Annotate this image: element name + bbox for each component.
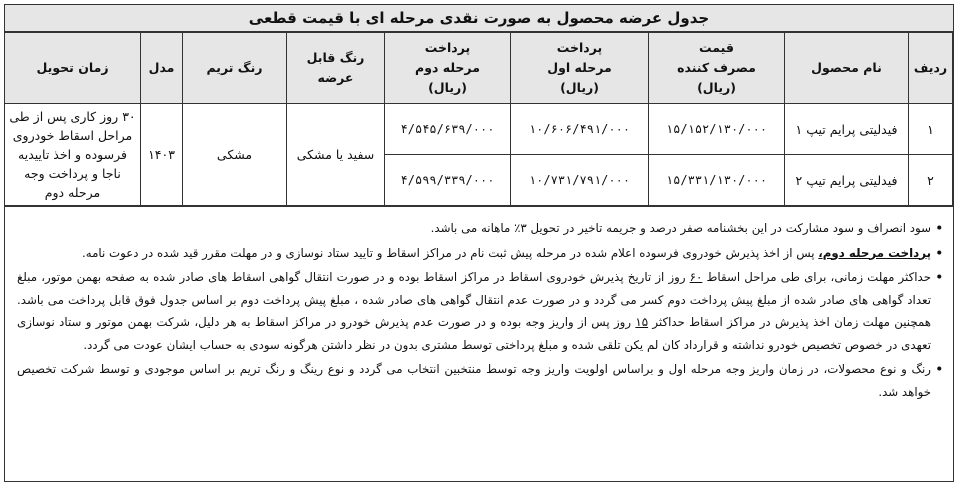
trim-color: مشکی xyxy=(183,104,287,206)
col-header-trim-color: رنگ تریم xyxy=(183,33,287,104)
consumer-price: ۱۵/۳۳۱/۱۳۰/۰۰۰ xyxy=(649,155,785,206)
col-header-row-number: ردیف xyxy=(909,33,953,104)
note-text: سود انصراف و سود مشارکت در این بخشنامه صفر درصد و جریمه تاخیر در تحویل ۳٪ ماهانه می باشد. xyxy=(430,221,931,235)
col-header-consumer-price: قیمت مصرف کننده (ریال) xyxy=(649,33,785,104)
first-payment: ۱۰/۶۰۶/۴۹۱/۰۰۰ xyxy=(511,104,649,155)
model-year: ۱۴۰۳ xyxy=(141,104,183,206)
col-header-delivery-time: زمان تحویل xyxy=(5,33,141,104)
bullet-icon: • xyxy=(935,245,943,260)
scrap-days: ۶۰ xyxy=(689,270,703,284)
note-color-allocation xyxy=(17,358,943,403)
acceptance-days: ۱۵ xyxy=(635,315,649,329)
product-name: فیدلیتی پرایم تیپ ۲ xyxy=(785,155,909,206)
table-row xyxy=(5,104,953,155)
bullet-icon: • xyxy=(935,270,943,284)
notes-section xyxy=(5,206,953,403)
note-second-payment xyxy=(17,242,943,265)
price-table xyxy=(4,32,953,206)
delivery-time: ۳۰ روز کاری پس از طی مراحل اسقاط خودروی فرسوده و اخذ تاییدیه ناجا و پرداخت وجه مرحله دوم xyxy=(5,104,141,206)
consumer-price: ۱۵/۱۵۲/۱۳۰/۰۰۰ xyxy=(649,104,785,155)
second-payment: ۴/۵۹۹/۳۳۹/۰۰۰ xyxy=(385,155,511,206)
col-header-product: نام محصول xyxy=(785,33,909,104)
note-participation-profit xyxy=(17,217,943,240)
note-text: روز پس از واریز وجه بوده و در صورت عدم پذیرش خودرو در مراکز اسقاط به هر دلیل، شرکت بهمن موتور و ستاد نوسازی تعهدی در خصوص تخصیص خودرو نداشته و قرارداد کان لم یکن تلقی شده و مبلغ پرداختی توسط مشتری بدون در نظر داشتن هرگونه سودی به حساب ایشان عودت می گردد. xyxy=(17,315,931,352)
second-payment: ۴/۵۴۵/۶۳۹/۰۰۰ xyxy=(385,104,511,155)
available-color: سفید یا مشکی xyxy=(287,104,385,206)
note-text: حداکثر مهلت زمانی، برای طی مراحل اسقاط xyxy=(702,270,932,284)
table-title: جدول عرضه محصول به صورت نقدی مرحله ای با قیمت قطعی xyxy=(5,5,953,32)
offer-document xyxy=(4,4,954,482)
note-text: روز از تاریخ پذیرش خودروی اسقاط در مراکز اسقاط بوده و در صورت انتقال گواهی اسقاط های صادر شده به صفحه بهمن موتور، مبلغ تعداد گواهی های صادر شده از مبلغ پیش پرداخت دوم کسر می گردد و در صورت عدم انتقال گواهی های صادر شده ، مبلغ پیش پرداخت دوم بر اساس جدول فوق قابل پرداخت می باشد. همچنین مهلت زمان اخذ پذیرش در مراکز اسقاط حداکثر xyxy=(17,270,931,329)
first-payment: ۱۰/۷۳۱/۷۹۱/۰۰۰ xyxy=(511,155,649,206)
col-header-second-payment: پرداخت مرحله دوم (ریال) xyxy=(385,33,511,104)
row-number: ۱ xyxy=(909,104,953,155)
note-text: پس از اخذ پذیرش خودروی فرسوده اعلام شده در مرحله پیش ثبت نام در مراکز اسقاط و تایید ستاد نوسازی و در مهلت مقرر قید شده در دعوت نامه. xyxy=(82,245,819,260)
col-header-first-payment: پرداخت مرحله اول (ریال) xyxy=(511,33,649,104)
col-header-available-color: رنگ قابل عرضه xyxy=(287,33,385,104)
row-number: ۲ xyxy=(909,155,953,206)
bullet-icon: • xyxy=(935,221,943,235)
col-header-model: مدل xyxy=(141,33,183,104)
product-name: فیدلیتی پرایم تیپ ۱ xyxy=(785,104,909,155)
note-deadline xyxy=(17,266,943,356)
bullet-icon: • xyxy=(935,362,943,376)
note-lead: پرداخت مرحله دوم، xyxy=(818,245,931,260)
table-header-row xyxy=(5,33,953,104)
note-text: رنگ و نوع محصولات، در زمان واریز وجه مرحله اول و براساس اولویت واریز وجه توسط منتخبین انتخاب می گردد و نوع رینگ و رنگ تریم بر اساس موجودی و توسط شرکت تخصیص خواهد شد. xyxy=(17,362,931,399)
